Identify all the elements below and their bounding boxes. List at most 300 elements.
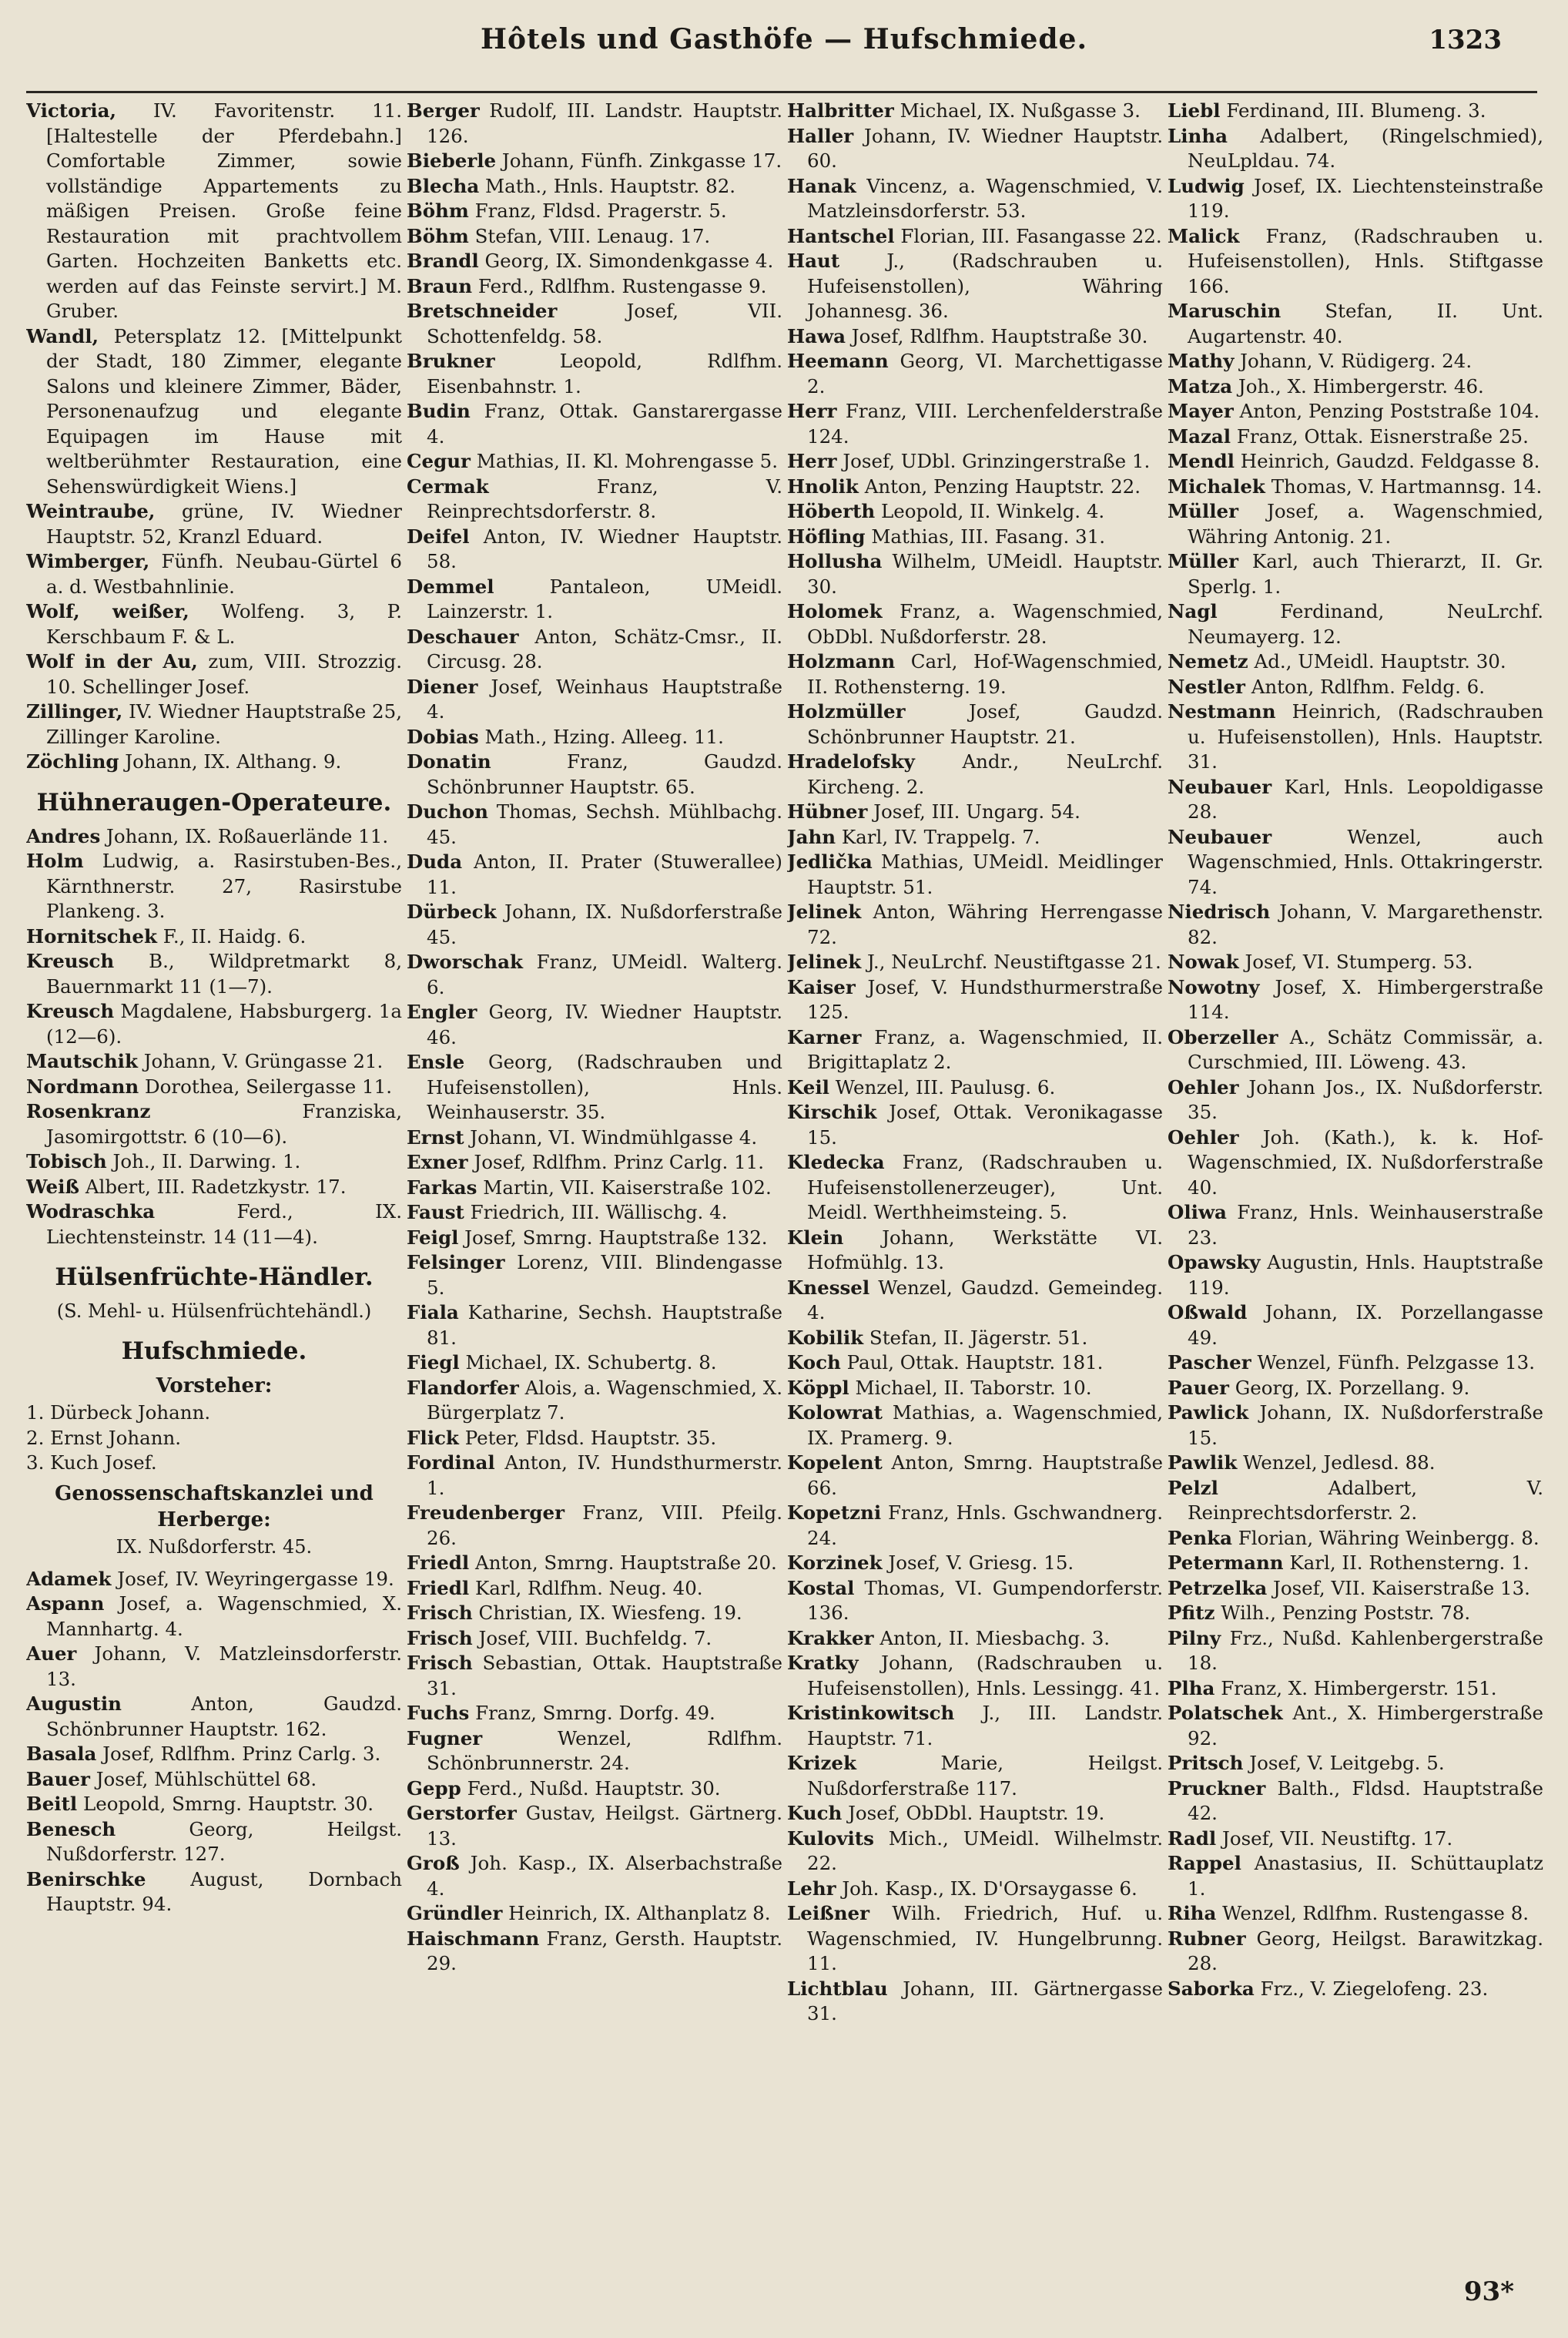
entry-name: Mendl <box>1168 450 1235 472</box>
entry-name: Böhm <box>407 224 469 247</box>
directory-entry <box>26 99 402 324</box>
directory-entry <box>787 1150 1163 1226</box>
directory-entry <box>1168 1075 1543 1125</box>
entry-details: Josef, IV. Weyringergasse 19. <box>111 1567 394 1590</box>
entry-details: Franz, Hnls. Weinhauserstraße 23. <box>1188 1201 1543 1249</box>
entry-details: Josef, UDbl. Grinzingerstraße 1. <box>836 450 1151 472</box>
directory-entry <box>1168 399 1543 424</box>
section-heading: Hühneraugen-Operateure. <box>36 788 392 817</box>
entry-name: Hornitschek <box>26 924 157 948</box>
entry-details: Gustav, Heilgst. Gärtnerg. 13. <box>427 1802 782 1850</box>
entry-name: Berger <box>407 99 480 122</box>
directory-entry <box>787 1025 1163 1075</box>
entry-details: Johann, IX. Nußdorferstraße 15. <box>1188 1401 1543 1449</box>
entry-name: Duchon <box>407 800 488 823</box>
directory-entry <box>1168 1977 1543 2002</box>
entry-name: Heemann <box>787 350 889 372</box>
entry-details: Franz, VIII. Lerchenfelderstraße 124. <box>807 400 1163 448</box>
entry-details: Franz, a. Wagenschmied, II. Brigittaplatz 2. <box>807 1025 1163 1073</box>
entry-details: Georg, (Radschrauben und Hufeisenstollen), Hnls. Weinhauserstr. 35. <box>427 1051 782 1123</box>
entry-name: Korzinek <box>787 1551 883 1574</box>
directory-entry <box>407 800 782 850</box>
directory-entry <box>787 800 1163 825</box>
entry-name: Krizek <box>787 1752 856 1774</box>
entry-details: Georg, IX. Porzellang. 9. <box>1228 1376 1470 1399</box>
entry-name: Hollusha <box>787 550 883 572</box>
directory-entry <box>787 1376 1163 1401</box>
entry-name: Herr <box>787 400 837 422</box>
entry-name: Haischmann <box>407 1927 540 1950</box>
entry-details: Josef, V. Hundsthurmerstraße 125. <box>807 975 1163 1023</box>
directory-entry <box>1168 299 1543 349</box>
directory-entry <box>787 1451 1163 1501</box>
entry-name: Frisch <box>407 1602 473 1624</box>
entry-details: Anton, Gaudzd. Schönbrunner Hauptstr. 162. <box>46 1692 402 1740</box>
entry-details: Franz, Hnls. Gschwandnerg. 24. <box>807 1501 1163 1549</box>
entry-details: Johann, IX. Roßauerlände 11. <box>100 824 389 847</box>
entry-details: Petersplatz 12. [Mittelpunkt der Stadt, 180 Zimmer, elegante Salons und kleinere Zimmer, Bäder, Personenaufzug und elegante Equipagen im Hause mit weltberühmter Restauration, eine Sehenswürdigkeit Wiens.] <box>46 324 402 498</box>
entry-details: Georg, Heilgst. Nußdorferstr. 127. <box>46 1817 402 1865</box>
section-heading: Hülsenfrüchte-Händler. <box>55 1263 374 1291</box>
directory-entry <box>787 249 1163 324</box>
directory-entry <box>26 1099 402 1149</box>
directory-entry <box>1168 1776 1543 1826</box>
entry-details: Marie, Heilgst. Nußdorferstraße 117. <box>807 1752 1163 1800</box>
entry-details: Wilh., Penzing Poststr. 78. <box>1215 1602 1471 1624</box>
entry-name: Matza <box>1168 374 1233 397</box>
entry-details: Fünfh. Neubau-Gürtel 6 a. d. Westbahnlinie. <box>46 550 402 598</box>
directory-entry <box>26 1075 402 1100</box>
entry-details: Johann, V. Matzleinsdorferstr. 13. <box>46 1642 402 1690</box>
entry-details: Carl, Hof-Wagenschmied, II. Rothensterng. 19. <box>807 650 1163 698</box>
entry-name: Zöchling <box>26 750 119 773</box>
entry-details: Math., Hzing. Alleeg. 11. <box>478 725 724 748</box>
directory-entry <box>26 949 402 999</box>
entry-name: Petrzelka <box>1168 1576 1268 1599</box>
entry-name: Müller <box>1168 550 1239 572</box>
entry-details: Ad., UMeidl. Hauptstr. 30. <box>1248 650 1506 673</box>
entry-name: Hanak <box>787 174 856 197</box>
entry-name: Kristinkowitsch <box>787 1702 955 1724</box>
entry-name: Victoria, <box>26 99 117 122</box>
entry-details: Johann Jos., IX. Nußdorferstr. 35. <box>1188 1075 1543 1123</box>
directory-entry <box>407 1851 782 1901</box>
directory-entry <box>407 249 782 274</box>
entry-name: Keil <box>787 1075 829 1099</box>
directory-entry <box>787 699 1163 750</box>
entry-details: Anton, II. Miesbachg. 3. <box>873 1626 1111 1649</box>
section-note: IX. Nußdorferstr. 45. <box>116 1535 313 1558</box>
entry-name: Deifel <box>407 525 470 548</box>
directory-entry <box>407 1200 782 1226</box>
entry-name: Saborka <box>1168 1977 1255 2000</box>
entry-name: Nagl <box>1168 600 1218 622</box>
entry-details: Peter, Fldsd. Hauptstr. 35. <box>458 1426 717 1449</box>
directory-entry <box>787 750 1163 800</box>
entry-details: Florian, III. Fasangasse 22. <box>894 224 1162 247</box>
directory-entry <box>407 725 782 750</box>
directory-entry <box>407 675 782 725</box>
entry-name: Felsinger <box>407 1251 505 1273</box>
entry-details: Mich., UMeidl. Wilhelmstr. 22. <box>807 1826 1163 1874</box>
entry-name: Gerstorfer <box>407 1802 517 1824</box>
entry-details: Josef, Weinhaus Hauptstraße 4. <box>427 675 782 723</box>
directory-entry <box>407 1125 782 1151</box>
entry-details: Franz, a. Wagenschmied, ObDbl. Nußdorferstr. 28. <box>807 600 1163 648</box>
entry-name: Fiala <box>407 1301 459 1323</box>
directory-entry <box>1168 1701 1543 1751</box>
directory-entry <box>1168 1601 1543 1626</box>
entry-details: Josef, V. Leitgebg. 5. <box>1243 1752 1445 1774</box>
entry-details: IV. Wiedner Hauptstraße 25, Zillinger Karoline. <box>46 700 402 748</box>
entry-name: Pritsch <box>1168 1752 1244 1774</box>
entry-details: Josef, Gaudzd. Schönbrunner Hauptstr. 21. <box>807 700 1163 748</box>
directory-entry <box>26 1592 402 1642</box>
entry-details: Josef, a. Wagenschmied, Währing Antonig. 21. <box>1188 500 1543 548</box>
directory-entry <box>1168 649 1543 675</box>
entry-details: Katharine, Sechsh. Hauptstraße 81. <box>427 1301 782 1349</box>
entry-name: Gepp <box>407 1776 461 1800</box>
entry-name: Rosenkranz <box>26 1100 151 1122</box>
column-3 <box>787 99 1163 2240</box>
entry-details: A., Schätz Commissär, a. Curschmied, III. Löweng. 43. <box>1188 1025 1543 1073</box>
directory-entry <box>1168 499 1543 549</box>
column-4 <box>1168 99 1543 2240</box>
entry-name: Nordmann <box>26 1075 139 1098</box>
entry-details: Stefan, II. Unt. Augartenstr. 40. <box>1188 300 1543 347</box>
directory-entry <box>26 549 402 599</box>
entry-name: Cermak <box>407 475 489 498</box>
entry-details: Wilh. Friedrich, Huf. u. Wagenschmied, IV. Hungelbrunng. 11. <box>807 1902 1163 1974</box>
entry-details: Johann, (Radschrauben u. Hufeisenstollen), Hnls. Lessingg. 41. <box>807 1652 1163 1699</box>
entry-details: Michael, II. Taborstr. 10. <box>849 1376 1092 1399</box>
entry-name: Rappel <box>1168 1852 1241 1874</box>
entry-details: Josef, Mühlschüttel 68. <box>89 1767 317 1790</box>
directory-entry <box>1168 124 1543 174</box>
entry-details: Heinrich, (Radschrauben u. Hufeisenstollen), Hnls. Hauptstr. 31. <box>1188 700 1543 773</box>
directory-entry <box>26 699 402 750</box>
entry-name: Friedl <box>407 1551 470 1574</box>
entry-name: Maruschin <box>1168 300 1282 322</box>
sub-heading: Genossenschaftskanzlei und Herberge: <box>55 1481 374 1531</box>
entry-name: Groß <box>407 1852 460 1874</box>
directory-entry <box>787 1751 1163 1801</box>
entry-name: Beitl <box>26 1793 78 1815</box>
entry-name: Knessel <box>787 1276 870 1299</box>
directory-entry <box>407 1551 782 1576</box>
directory-entry <box>1168 1851 1543 1901</box>
directory-entry <box>787 599 1163 649</box>
entry-name: Herr <box>787 450 837 472</box>
entry-details: Georg, IX. Simondenkgasse 4. <box>478 250 774 272</box>
directory-entry <box>787 525 1163 550</box>
entry-name: Oliwa <box>1168 1201 1227 1223</box>
directory-entry <box>407 299 782 349</box>
entry-name: Weiß <box>26 1175 80 1198</box>
entry-details: Paul, Ottak. Hauptstr. 181. <box>840 1351 1104 1374</box>
directory-entry <box>1168 1901 1543 1927</box>
directory-entry <box>407 475 782 525</box>
directory-entry <box>1168 1025 1543 1075</box>
entry-details: Anton, Smrng. Hauptstraße 66. <box>807 1451 1163 1499</box>
entry-name: Kuch <box>787 1802 843 1824</box>
entry-name: Holm <box>26 850 84 872</box>
entry-details: Thomas, Sechsh. Mühlbachg. 45. <box>427 800 782 848</box>
entry-name: Pruckner <box>1168 1776 1266 1800</box>
directory-entry <box>787 1350 1163 1376</box>
directory-entry <box>1168 1826 1543 1852</box>
directory-entry <box>787 1276 1163 1326</box>
directory-entry <box>26 649 402 699</box>
entry-name: Polatschek <box>1168 1702 1283 1724</box>
entry-details: Lorenz, VIII. Blindengasse 5. <box>427 1251 782 1299</box>
directory-entry <box>1168 1526 1543 1551</box>
entry-name: Auer <box>26 1642 77 1665</box>
directory-entry <box>787 449 1163 475</box>
entry-details: J., (Radschrauben u. Hufeisenstollen), Währing Johannesg. 36. <box>807 250 1163 322</box>
entry-name: Gründler <box>407 1902 503 1924</box>
entry-name: Benirschke <box>26 1867 146 1890</box>
directory-entry <box>787 1801 1163 1826</box>
directory-entry <box>407 1176 782 1201</box>
entry-details: Josef, VII. Neustiftg. 17. <box>1216 1826 1453 1850</box>
entry-details: Franz, Fldsd. Pragerstr. 5. <box>468 200 727 222</box>
directory-entry <box>407 399 782 449</box>
directory-entry <box>26 1692 402 1742</box>
entry-name: Jedlička <box>787 850 873 873</box>
directory-entry <box>787 1501 1163 1551</box>
directory-entry <box>26 599 402 649</box>
sub-heading: Vorsteher: <box>156 1374 273 1397</box>
entry-details: Ferd., IX. Liechtensteinstr. 14 (11—4). <box>46 1200 402 1248</box>
directory-entry <box>1168 374 1543 400</box>
entry-name: Farkas <box>407 1176 477 1199</box>
entry-details: Adalbert, (Ringelschmied), NeuLpldau. 74. <box>1188 124 1543 172</box>
entry-name: Donatin <box>407 750 491 773</box>
directory-entry <box>787 1576 1163 1626</box>
entry-details: Leopold, Rdlfhm. Eisenbahnstr. 1. <box>427 350 782 397</box>
entry-details: Franz, (Radschrauben u. Hufeisenstollenerzeuger), Unt. Meidl. Werthheimsteing. 5. <box>807 1151 1163 1223</box>
directory-entry <box>407 625 782 675</box>
entry-details: Franziska, Jasomirgottstr. 6 (10—6). <box>46 1100 402 1148</box>
entry-name: Riha <box>1168 1902 1217 1924</box>
entry-name: Adamek <box>26 1567 112 1590</box>
entry-name: Wolf, weißer, <box>26 600 189 622</box>
entry-name: Bieberle <box>407 149 497 172</box>
entry-name: Pawlick <box>1168 1401 1249 1424</box>
entry-details: Wenzel, Fünfh. Pelzgasse 13. <box>1251 1351 1536 1374</box>
directory-entry <box>26 1175 402 1200</box>
entry-name: Jahn <box>787 825 836 848</box>
entry-name: Nowotny <box>1168 975 1260 998</box>
directory-entry <box>26 499 402 549</box>
entry-details: Magdalene, Habsburgerg. 1a (12—6). <box>46 1000 402 1048</box>
entry-name: Hantschel <box>787 224 895 247</box>
directory-entry <box>787 124 1163 174</box>
directory-entry <box>1168 174 1543 224</box>
entry-name: Jelinek <box>787 901 862 923</box>
entry-name: Basala <box>26 1743 97 1765</box>
entry-name: Frisch <box>407 1652 473 1674</box>
entry-details: Wenzel, auch Wagenschmied, Hnls. Ottakringerstr. 74. <box>1188 825 1543 898</box>
entry-details: Josef, a. Wagenschmied, X. Mannhartg. 4. <box>46 1592 402 1640</box>
directory-entry <box>787 399 1163 449</box>
entry-name: Brandl <box>407 250 479 272</box>
entry-name: Faust <box>407 1201 464 1223</box>
entry-details: Frz., Nußd. Kahlenbergerstraße 18. <box>1188 1626 1543 1674</box>
entry-name: Zillinger, <box>26 700 123 723</box>
section-note: (S. Mehl- u. Hülsenfrüchtehändl.) <box>56 1300 372 1322</box>
directory-entry <box>787 1400 1163 1451</box>
entry-name: Mazal <box>1168 424 1231 448</box>
entry-details: Frz., V. Ziegelofeng. 23. <box>1254 1977 1489 2000</box>
directory-entry <box>787 1626 1163 1652</box>
entry-details: Mathias, II. Kl. Mohrengasse 5. <box>470 450 778 472</box>
entry-name: Kreusch <box>26 1000 115 1022</box>
entry-details: Franz, VIII. Pfeilg. 26. <box>427 1501 782 1549</box>
entry-name: Holomek <box>787 600 883 622</box>
directory-entry <box>407 1776 782 1802</box>
entry-name: Pfitz <box>1168 1602 1215 1624</box>
directory-entry <box>1168 1350 1543 1376</box>
entry-details: J., NeuLrchf. Neustiftgasse 21. <box>861 951 1161 973</box>
entry-details: Johann, IX. Porzellangasse 49. <box>1188 1301 1543 1349</box>
entry-name: Dworschak <box>407 951 523 973</box>
entry-name: Lichtblau <box>787 1977 888 2000</box>
entry-name: Fuchs <box>407 1702 470 1724</box>
entry-name: Oßwald <box>1168 1301 1248 1323</box>
entry-name: Blecha <box>407 174 480 197</box>
entry-details: Stefan, VIII. Lenaug. 17. <box>468 224 711 247</box>
entry-name: Tobisch <box>26 1150 107 1172</box>
directory-entry <box>1168 825 1543 901</box>
directory-entry <box>787 850 1163 900</box>
entry-details: Johann, V. Margarethenstr. 82. <box>1188 901 1543 948</box>
entry-details: Anton, Smrng. Hauptstraße 20. <box>469 1551 777 1574</box>
entry-details: Georg, Heilgst. Barawitzkag. 28. <box>1188 1927 1543 1974</box>
entry-name: Diener <box>407 675 478 698</box>
entry-name: Rubner <box>1168 1927 1246 1950</box>
entry-name: Hübner <box>787 800 868 823</box>
directory-entry <box>1168 1376 1543 1401</box>
entry-name: Feigl <box>407 1226 459 1249</box>
entry-name: Wodraschka <box>26 1200 156 1223</box>
entry-details: Anastasius, II. Schüttauplatz 1. <box>1188 1852 1543 1900</box>
entry-details: Karl, auch Thierarzt, II. Gr. Sperlg. 1. <box>1188 550 1543 598</box>
entry-name: Aspann <box>26 1592 105 1615</box>
entry-name: Nemetz <box>1168 650 1248 673</box>
entry-name: Jelinek <box>787 951 862 973</box>
entry-details: Franz, Gaudzd. Schönbrunner Hauptstr. 65. <box>427 750 782 798</box>
directory-entry <box>1168 950 1543 975</box>
entry-details: Pantaleon, UMeidl. Lainzerstr. 1. <box>427 575 782 622</box>
directory-entry <box>26 1567 402 1592</box>
entry-name: Deschauer <box>407 625 519 648</box>
entry-details: Johann, Werkstätte VI. Hofmühlg. 13. <box>807 1226 1163 1273</box>
directory-entry <box>787 825 1163 850</box>
directory-entry <box>407 274 782 300</box>
entry-name: Demmel <box>407 575 494 598</box>
entry-details: Johann, III. Gärtnergasse 31. <box>807 1977 1163 2024</box>
entry-name: Engler <box>407 1001 477 1023</box>
directory-entry <box>407 199 782 224</box>
entry-name: Flandorfer <box>407 1376 519 1399</box>
entry-name: Pascher <box>1168 1351 1251 1374</box>
directory-entry <box>26 1742 402 1767</box>
directory-entry <box>787 1075 1163 1101</box>
entry-name: Budin <box>407 400 471 422</box>
entry-details: Johann, IX. Nußdorferstraße 45. <box>427 901 782 948</box>
entry-name: Mathy <box>1168 350 1235 372</box>
entry-details: Christian, IX. Wiesfeng. 19. <box>472 1602 742 1624</box>
entry-details: Josef, ObDbl. Hauptstr. 19. <box>842 1802 1105 1824</box>
entry-name: Mayer <box>1168 400 1234 422</box>
entry-details: Martin, VII. Kaiserstraße 102. <box>477 1176 772 1199</box>
entry-name: Bauer <box>26 1767 90 1790</box>
entry-details: Josef, V. Griesg. 15. <box>882 1551 1074 1574</box>
entry-details: Franz, Ottak. Ganstarergasse 4. <box>427 400 782 448</box>
directory-entry <box>26 1792 402 1817</box>
entry-name: Wolf in der Au, <box>26 650 198 673</box>
entry-details: Josef, X. Himbergerstraße 114. <box>1188 975 1543 1023</box>
entry-details: Vincenz, a. Wagenschmied, V. Matzleinsdorferstr. 53. <box>807 174 1163 222</box>
entry-details: Anton, Schätz-Cmsr., II. Circusg. 28. <box>427 625 782 673</box>
directory-entry <box>407 1451 782 1501</box>
entry-details: Joh., X. Himbergerstr. 46. <box>1232 374 1484 397</box>
directory-entry <box>787 224 1163 250</box>
entry-details: Franz, Smrng. Dorfg. 49. <box>469 1702 715 1724</box>
entry-details: August, Dornbach Hauptstr. 94. <box>46 1867 402 1915</box>
signature-mark: 93* <box>1463 2276 1514 2307</box>
directory-entry <box>1168 699 1543 775</box>
directory-entry <box>1168 1400 1543 1451</box>
directory-entry <box>26 1199 402 1250</box>
entry-details: Johann, IX. Althang. 9. <box>119 750 342 773</box>
directory-entry <box>1168 549 1543 599</box>
entry-name: Niedrisch <box>1168 901 1271 923</box>
directory-entry <box>26 1767 402 1793</box>
directory-entry <box>407 750 782 800</box>
entry-details: Georg, IV. Wiedner Hauptstr. 46. <box>427 1001 782 1048</box>
entry-details: Adalbert, V. Reinprechtsdorferstr. 2. <box>1188 1476 1543 1524</box>
entry-name: Pilny <box>1168 1626 1221 1649</box>
entry-name: Andres <box>26 824 101 847</box>
entry-name: Linha <box>1168 124 1228 147</box>
directory-entry <box>407 449 782 475</box>
columns-container <box>26 99 1543 2240</box>
entry-name: Flick <box>407 1426 459 1449</box>
directory-entry <box>1168 1676 1543 1702</box>
directory-entry <box>26 824 402 850</box>
directory-entry <box>26 1817 402 1867</box>
entry-name: Halbritter <box>787 99 894 122</box>
entry-details: Georg, VI. Marchettigasse 2. <box>807 350 1163 397</box>
entry-details: Johann, V. Rüdigerg. 24. <box>1234 350 1473 372</box>
directory-entry <box>787 99 1163 124</box>
entry-name: Opawsky <box>1168 1251 1261 1273</box>
entry-details: Wenzel, Jedlesd. 88. <box>1237 1451 1436 1474</box>
entry-details: Stefan, II. Jägerstr. 51. <box>863 1326 1088 1349</box>
entry-name: Michalek <box>1168 475 1265 498</box>
entry-details: B., Wildpretmarkt 8, Bauernmarkt 11 (1—7). <box>46 950 402 998</box>
directory-entry <box>407 1701 782 1726</box>
entry-name: Holzmann <box>787 650 896 673</box>
directory-entry <box>1168 99 1543 124</box>
page-number: 1323 <box>1429 25 1502 55</box>
entry-details: Josef, Rdlfhm. Prinz Carlg. 3. <box>96 1743 381 1765</box>
entry-name: Plha <box>1168 1676 1215 1699</box>
entry-name: Dobias <box>407 725 479 748</box>
